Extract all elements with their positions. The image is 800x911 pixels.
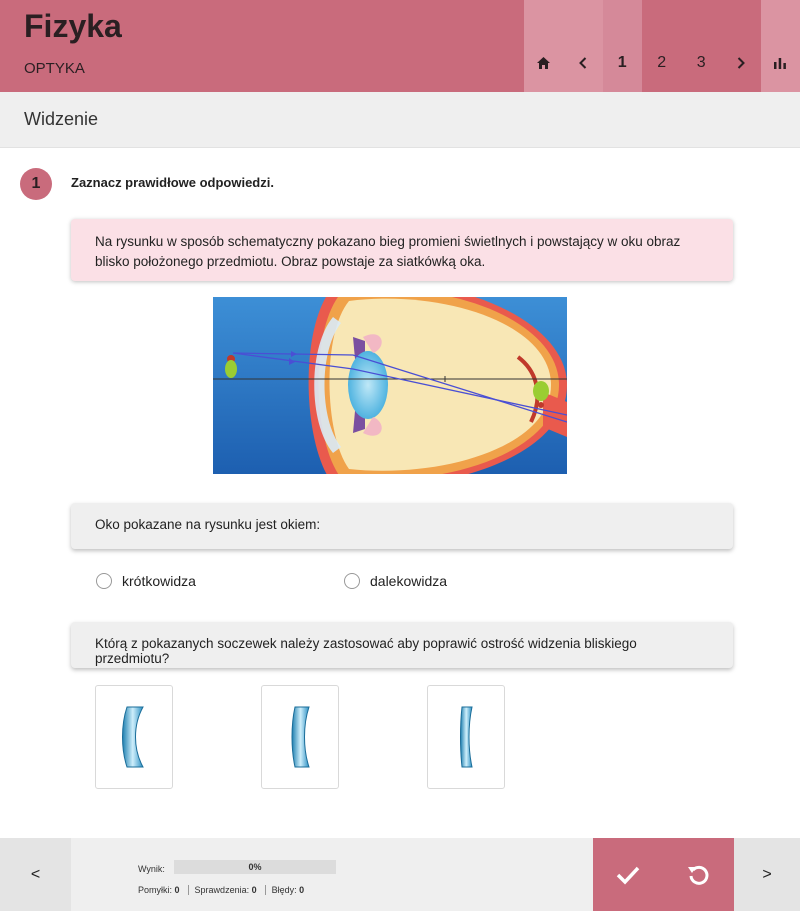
app-title: Fizyka [24, 8, 122, 44]
home-button[interactable] [524, 0, 564, 92]
score-label: Wynik: [138, 864, 165, 874]
option-label: dalekowidza [370, 573, 448, 589]
stat-errors: Błędy: 0 [265, 885, 313, 895]
concave-lens-thick-icon [119, 705, 149, 769]
option-myopic[interactable] [96, 573, 196, 589]
reset-button[interactable] [663, 838, 734, 911]
app-subtitle: OPTYKA [24, 60, 85, 77]
home-icon [537, 57, 550, 69]
page-1-button[interactable]: 1 [603, 0, 643, 92]
eye-diagram-image [213, 297, 567, 474]
page-3-button[interactable]: 3 [696, 54, 706, 71]
prev-page-button[interactable] [563, 0, 603, 92]
next-page-button[interactable] [721, 0, 761, 92]
stats-button[interactable] [761, 0, 800, 92]
check-button[interactable] [593, 838, 663, 911]
footer-bar [0, 838, 800, 911]
stat-mistakes: Pomyłki: 0 [138, 885, 180, 895]
top-nav [524, 0, 800, 92]
question-instruction: Zaznacz prawidłowe odpowiedzi. [71, 175, 274, 190]
bar-chart-icon [774, 57, 786, 69]
prev-exercise-button[interactable]: < [0, 838, 71, 911]
section-title: Widzenie [24, 109, 99, 129]
info-box: Na rysunku w sposób schematyczny pokazano bieg promieni świetlnych i powstający w oku obraz blisko położonego przedmiotu. Obraz powstaje za siatkówką oka. [71, 219, 733, 281]
radio-button[interactable] [344, 573, 360, 589]
score-value: 0% [248, 862, 262, 872]
next-exercise-button[interactable]: > [734, 838, 800, 911]
option-hyperopic[interactable] [344, 573, 447, 589]
option-label: krótkowidza [122, 573, 196, 589]
question-number-badge: 1 [20, 168, 52, 200]
app-header [0, 0, 800, 92]
checkmark-icon [616, 865, 640, 885]
reset-icon [687, 863, 711, 887]
prompt-eye-type: Oko pokazane na rysunku jest okiem: [71, 503, 733, 549]
page-2-button[interactable]: 2 [657, 54, 667, 71]
lens-option-3[interactable] [427, 685, 505, 789]
lens-option-2[interactable] [261, 685, 339, 789]
concave-lens-medium-icon [287, 705, 313, 769]
lens-option-1[interactable] [95, 685, 173, 789]
chevron-left-icon [579, 57, 587, 69]
prompt-lens-choice: Którą z pokazanych soczewek należy zastosować aby poprawić ostrość widzenia bliskiego przedmiotu? [71, 622, 733, 668]
stat-checks: Sprawdzenia: 0 [188, 885, 265, 895]
section-bar [0, 92, 800, 148]
concave-lens-thin-icon [455, 705, 477, 769]
radio-button[interactable] [96, 573, 112, 589]
stats-row [138, 885, 312, 895]
chevron-right-icon [737, 57, 745, 69]
score-progress-bar [174, 860, 336, 874]
